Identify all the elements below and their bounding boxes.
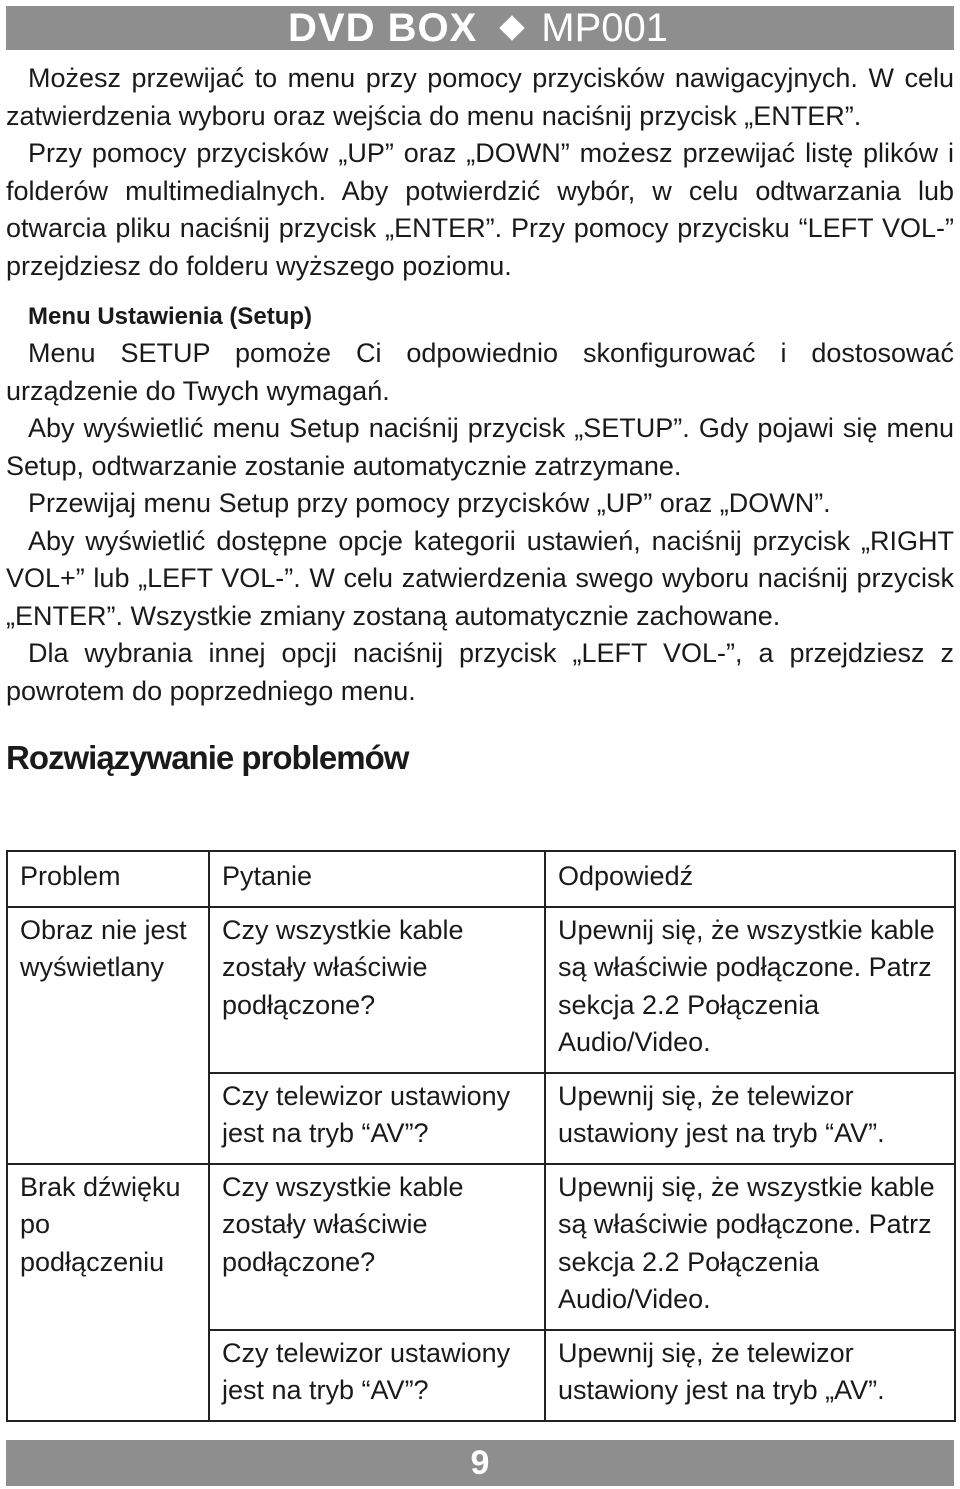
problem-cell: Obraz nie jest wyświetlany [7, 907, 209, 1073]
table-row [7, 1073, 955, 1164]
problem-cell: Brak dźwięku po podłączeniu [7, 1164, 209, 1330]
header-brand: DVD BOX [288, 6, 478, 50]
paragraph: Przy pomocy przycisków „UP” oraz „DOWN” możesz przewijać listę plików i folderów multimedialnych. Aby potwierdzić wybór, w celu odtwarzania lub otwarcia pliku naciśnij przycisk „ENTER”. Przy pomocy przycisku “LEFT VOL-” przejdziesz do folderu wyższego poziomu. [6, 138, 954, 281]
answer-cell: Upewnij się, że telewizor ustawiony jest na tryb “AV”. [545, 1073, 955, 1164]
page-number: 9 [470, 1443, 490, 1482]
header-bar [6, 6, 954, 50]
diamond-icon [500, 15, 525, 40]
answer-cell: Upewnij się, że wszystkie kable są właściwie podłączone. Patrz sekcja 2.2 Połączenia Audio/Video. [545, 1164, 955, 1330]
answer-cell: Upewnij się, że telewizor ustawiony jest na tryb „AV”. [545, 1330, 955, 1421]
question-cell: Czy wszystkie kable zostały właściwie podłączone? [209, 907, 545, 1073]
paragraph: Aby wyświetlić dostępne opcje kategorii ustawień, naciśnij przycisk „RIGHT VOL+” lub „LEFT VOL-”. W celu zatwierdzenia swego wyboru naciśnij przycisk „ENTER”. Wszystkie zmiany zostaną automatycznie zachowane. [6, 525, 954, 631]
column-header: Odpowiedź [545, 851, 955, 907]
table-row [7, 907, 955, 1073]
paragraph: Dla wybrania innej opcji naciśnij przycisk „LEFT VOL-”, a przejdziesz z powrotem do poprzedniego menu. [6, 638, 954, 706]
table-row [7, 1330, 955, 1421]
problem-cell [7, 1073, 209, 1164]
header-model: MP001 [541, 6, 668, 50]
question-cell: Czy telewizor ustawiony jest na tryb “AV”? [209, 1073, 545, 1164]
paragraph: Menu SETUP pomoże Ci odpowiednio skonfigurować i dostosować urządzenie do Twych wymagań. [6, 338, 954, 406]
table-header-row [7, 851, 955, 907]
setup-heading: Menu Ustawienia (Setup) [28, 303, 313, 330]
footer-bar [6, 1440, 954, 1486]
paragraph: Możesz przewijać to menu przy pomocy przycisków nawigacyjnych. W celu zatwierdzenia wyboru oraz wejścia do menu naciśnij przycisk „ENTER”. [6, 63, 954, 131]
problem-cell [7, 1330, 209, 1421]
column-header: Pytanie [209, 851, 545, 907]
paragraph: Aby wyświetlić menu Setup naciśnij przycisk „SETUP”. Gdy pojawi się menu Setup, odtwarzanie zostanie automatycznie zatrzymane. [6, 413, 954, 481]
page-content [6, 60, 954, 778]
question-cell: Czy telewizor ustawiony jest na tryb “AV”? [209, 1330, 545, 1421]
table-row [7, 1164, 955, 1330]
section-title: Rozwiązywanie problemów [6, 739, 409, 776]
answer-cell: Upewnij się, że wszystkie kable są właściwie podłączone. Patrz sekcja 2.2 Połączenia Audio/Video. [545, 907, 955, 1073]
column-header: Problem [7, 851, 209, 907]
troubleshooting-table [6, 850, 956, 1422]
question-cell: Czy wszystkie kable zostały właściwie podłączone? [209, 1164, 545, 1330]
paragraph: Przewijaj menu Setup przy pomocy przycisków „UP” oraz „DOWN”. [28, 488, 831, 518]
